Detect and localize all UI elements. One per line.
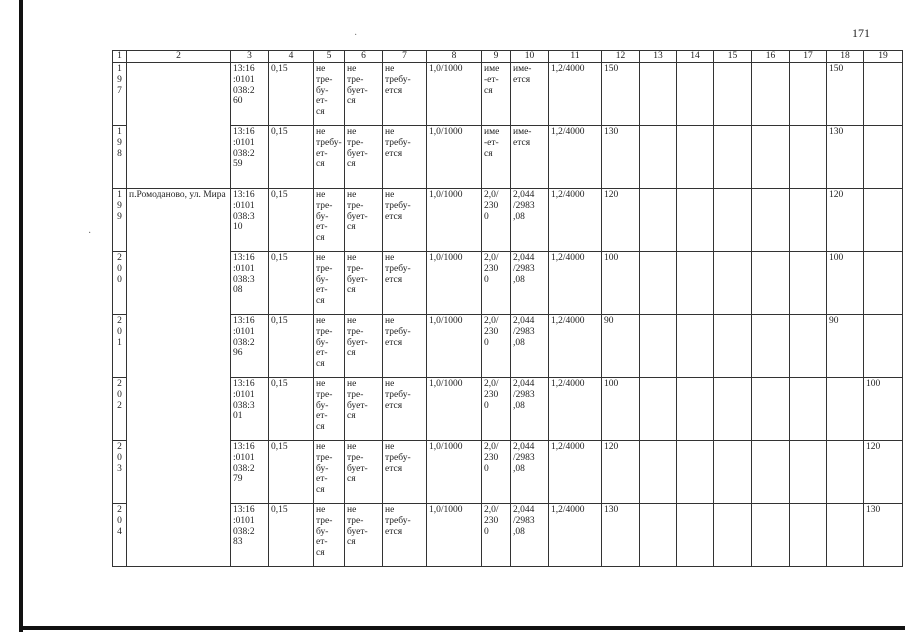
- address-cell: [127, 63, 231, 189]
- col10-cell: 2,044 /2983 ,08: [511, 504, 549, 567]
- col8-cell: 1,0/1000: [427, 315, 482, 378]
- col7-cell: не требу- ется: [383, 378, 427, 441]
- col12-value-cell: 90: [602, 315, 640, 378]
- col10-cell: име- ется: [511, 126, 549, 189]
- col19-value-cell: [864, 252, 903, 315]
- table-row: [113, 63, 903, 126]
- table-row: [113, 252, 903, 315]
- col14-cell: [677, 189, 714, 252]
- col17-cell: [790, 63, 827, 126]
- col11-cell: 1,2/4000: [549, 189, 602, 252]
- column-header: 9: [482, 51, 511, 63]
- table-row: [113, 378, 903, 441]
- col19-value-cell: [864, 189, 903, 252]
- col8-cell: 1,0/1000: [427, 441, 482, 504]
- column-header: 1: [113, 51, 127, 63]
- area-cell: 0,15: [269, 504, 314, 567]
- col15-cell: [714, 252, 752, 315]
- col12-value-cell: 150: [602, 63, 640, 126]
- col5-cell: не тре- бу- ет- ся: [314, 63, 345, 126]
- col10-cell: 2,044 /2983 ,08: [511, 315, 549, 378]
- land-plot-register-table: [112, 50, 903, 567]
- col18-value-cell: 120: [827, 189, 864, 252]
- col17-cell: [790, 252, 827, 315]
- col7-cell: не требу- ется: [383, 504, 427, 567]
- col9-cell: име -ет- ся: [482, 126, 511, 189]
- col16-cell: [752, 189, 790, 252]
- address-cell: п.Ромоданово, ул. Мира: [127, 189, 231, 567]
- col14-cell: [677, 378, 714, 441]
- col17-cell: [790, 126, 827, 189]
- col6-cell: не тре- бует- ся: [345, 126, 383, 189]
- col7-cell: не требу- ется: [383, 252, 427, 315]
- column-header: 7: [383, 51, 427, 63]
- col18-value-cell: [827, 441, 864, 504]
- area-cell: 0,15: [269, 63, 314, 126]
- col5-cell: не требу- ет- ся: [314, 126, 345, 189]
- col13-cell: [640, 315, 677, 378]
- col10-cell: име- ется: [511, 63, 549, 126]
- row-number-cell: 2 0 1: [113, 315, 127, 378]
- col16-cell: [752, 126, 790, 189]
- cadastral-number-cell: 13:16 :0101 038:3 10: [231, 189, 269, 252]
- col9-cell: 2,0/ 230 0: [482, 189, 511, 252]
- area-cell: 0,15: [269, 378, 314, 441]
- col5-cell: не тре- бу- ет- ся: [314, 504, 345, 567]
- col15-cell: [714, 63, 752, 126]
- col15-cell: [714, 315, 752, 378]
- column-header: 19: [864, 51, 903, 63]
- cadastral-number-cell: 13:16 :0101 038:2 60: [231, 63, 269, 126]
- row-number-cell: 1 9 8: [113, 126, 127, 189]
- col19-value-cell: [864, 63, 903, 126]
- row-number-cell: 1 9 9: [113, 189, 127, 252]
- col7-cell: не требу- ется: [383, 315, 427, 378]
- col5-cell: не тре- бу- ет- ся: [314, 315, 345, 378]
- col13-cell: [640, 441, 677, 504]
- col13-cell: [640, 126, 677, 189]
- col19-value-cell: 130: [864, 504, 903, 567]
- col19-value-cell: 120: [864, 441, 903, 504]
- col15-cell: [714, 189, 752, 252]
- col11-cell: 1,2/4000: [549, 504, 602, 567]
- col17-cell: [790, 189, 827, 252]
- col6-cell: не тре- бует- ся: [345, 63, 383, 126]
- table-body: [113, 63, 903, 567]
- col11-cell: 1,2/4000: [549, 63, 602, 126]
- col9-cell: 2,0/ 230 0: [482, 504, 511, 567]
- column-header: 12: [602, 51, 640, 63]
- col12-value-cell: 120: [602, 189, 640, 252]
- col13-cell: [640, 504, 677, 567]
- column-header: 11: [549, 51, 602, 63]
- table-row: [113, 504, 903, 567]
- col11-cell: 1,2/4000: [549, 126, 602, 189]
- cadastral-number-cell: 13:16 :0101 038:2 59: [231, 126, 269, 189]
- col6-cell: не тре- бует- ся: [345, 315, 383, 378]
- col18-value-cell: 150: [827, 63, 864, 126]
- col14-cell: [677, 441, 714, 504]
- area-cell: 0,15: [269, 126, 314, 189]
- col6-cell: не тре- бует- ся: [345, 252, 383, 315]
- col11-cell: 1,2/4000: [549, 252, 602, 315]
- area-cell: 0,15: [269, 315, 314, 378]
- row-number-cell: 2 0 4: [113, 504, 127, 567]
- row-number-cell: 2 0 0: [113, 252, 127, 315]
- col8-cell: 1,0/1000: [427, 252, 482, 315]
- row-number-cell: 2 0 3: [113, 441, 127, 504]
- col19-value-cell: [864, 126, 903, 189]
- col19-value-cell: 100: [864, 378, 903, 441]
- col13-cell: [640, 189, 677, 252]
- col19-value-cell: [864, 315, 903, 378]
- col17-cell: [790, 441, 827, 504]
- scan-edge-bottom: [19, 626, 905, 630]
- col10-cell: 2,044 /2983 ,08: [511, 378, 549, 441]
- col9-cell: 2,0/ 230 0: [482, 378, 511, 441]
- column-header: 2: [127, 51, 231, 63]
- col13-cell: [640, 378, 677, 441]
- scan-speck: ·: [88, 228, 92, 239]
- col15-cell: [714, 504, 752, 567]
- col6-cell: не тре- бует- ся: [345, 378, 383, 441]
- col16-cell: [752, 378, 790, 441]
- col18-value-cell: 90: [827, 315, 864, 378]
- column-number-header: [113, 51, 903, 63]
- col6-cell: не тре- бует- ся: [345, 504, 383, 567]
- col13-cell: [640, 63, 677, 126]
- col11-cell: 1,2/4000: [549, 315, 602, 378]
- col11-cell: 1,2/4000: [549, 441, 602, 504]
- col14-cell: [677, 504, 714, 567]
- col9-cell: 2,0/ 230 0: [482, 315, 511, 378]
- col15-cell: [714, 378, 752, 441]
- column-header: 10: [511, 51, 549, 63]
- area-cell: 0,15: [269, 252, 314, 315]
- col10-cell: 2,044 /2983 ,08: [511, 252, 549, 315]
- col17-cell: [790, 504, 827, 567]
- col18-value-cell: 130: [827, 126, 864, 189]
- col16-cell: [752, 504, 790, 567]
- col16-cell: [752, 252, 790, 315]
- col8-cell: 1,0/1000: [427, 189, 482, 252]
- col7-cell: не требу- ется: [383, 441, 427, 504]
- table-row: [113, 189, 903, 252]
- table-row: [113, 315, 903, 378]
- col12-value-cell: 100: [602, 378, 640, 441]
- col12-value-cell: 120: [602, 441, 640, 504]
- col17-cell: [790, 378, 827, 441]
- column-header: 13: [640, 51, 677, 63]
- col18-value-cell: 100: [827, 252, 864, 315]
- col8-cell: 1,0/1000: [427, 504, 482, 567]
- col11-cell: 1,2/4000: [549, 378, 602, 441]
- column-header: 16: [752, 51, 790, 63]
- cadastral-number-cell: 13:16 :0101 038:3 01: [231, 378, 269, 441]
- col16-cell: [752, 315, 790, 378]
- column-header: 17: [790, 51, 827, 63]
- col12-value-cell: 130: [602, 126, 640, 189]
- col6-cell: не тре- бует- ся: [345, 441, 383, 504]
- col17-cell: [790, 315, 827, 378]
- col7-cell: не требу- ется: [383, 189, 427, 252]
- row-number-cell: 1 9 7: [113, 63, 127, 126]
- area-cell: 0,15: [269, 441, 314, 504]
- cadastral-number-cell: 13:16 :0101 038:3 08: [231, 252, 269, 315]
- col8-cell: 1,0/1000: [427, 63, 482, 126]
- col16-cell: [752, 63, 790, 126]
- column-header: 15: [714, 51, 752, 63]
- col14-cell: [677, 63, 714, 126]
- column-header: 8: [427, 51, 482, 63]
- col12-value-cell: 130: [602, 504, 640, 567]
- column-header: 6: [345, 51, 383, 63]
- col10-cell: 2,044 /2983 ,08: [511, 189, 549, 252]
- page-number: 171: [852, 26, 870, 40]
- scan-edge-left: [19, 0, 23, 632]
- col5-cell: не тре- бу- ет- ся: [314, 252, 345, 315]
- column-header: 5: [314, 51, 345, 63]
- col10-cell: 2,044 /2983 ,08: [511, 441, 549, 504]
- col18-value-cell: [827, 378, 864, 441]
- col9-cell: име -ет- ся: [482, 63, 511, 126]
- col8-cell: 1,0/1000: [427, 378, 482, 441]
- col6-cell: не тре- бует- ся: [345, 189, 383, 252]
- col13-cell: [640, 252, 677, 315]
- col14-cell: [677, 252, 714, 315]
- col5-cell: не тре- бу- ет- ся: [314, 441, 345, 504]
- cadastral-number-cell: 13:16 :0101 038:2 96: [231, 315, 269, 378]
- col15-cell: [714, 441, 752, 504]
- col14-cell: [677, 126, 714, 189]
- column-header: 18: [827, 51, 864, 63]
- table-row: [113, 126, 903, 189]
- col9-cell: 2,0/ 230 0: [482, 252, 511, 315]
- col14-cell: [677, 315, 714, 378]
- column-header: 3: [231, 51, 269, 63]
- col15-cell: [714, 126, 752, 189]
- col7-cell: не требу- ется: [383, 63, 427, 126]
- cadastral-number-cell: 13:16 :0101 038:2 79: [231, 441, 269, 504]
- col5-cell: не тре- бу- ет- ся: [314, 189, 345, 252]
- col12-value-cell: 100: [602, 252, 640, 315]
- area-cell: 0,15: [269, 189, 314, 252]
- scan-speck: ·: [354, 30, 358, 41]
- col8-cell: 1,0/1000: [427, 126, 482, 189]
- column-header: 14: [677, 51, 714, 63]
- column-header: 4: [269, 51, 314, 63]
- col5-cell: не тре- бу- ет- ся: [314, 378, 345, 441]
- col9-cell: 2,0/ 230 0: [482, 441, 511, 504]
- row-number-cell: 2 0 2: [113, 378, 127, 441]
- cadastral-number-cell: 13:16 :0101 038:2 83: [231, 504, 269, 567]
- table-row: [113, 441, 903, 504]
- col16-cell: [752, 441, 790, 504]
- col7-cell: не требу- ется: [383, 126, 427, 189]
- col18-value-cell: [827, 504, 864, 567]
